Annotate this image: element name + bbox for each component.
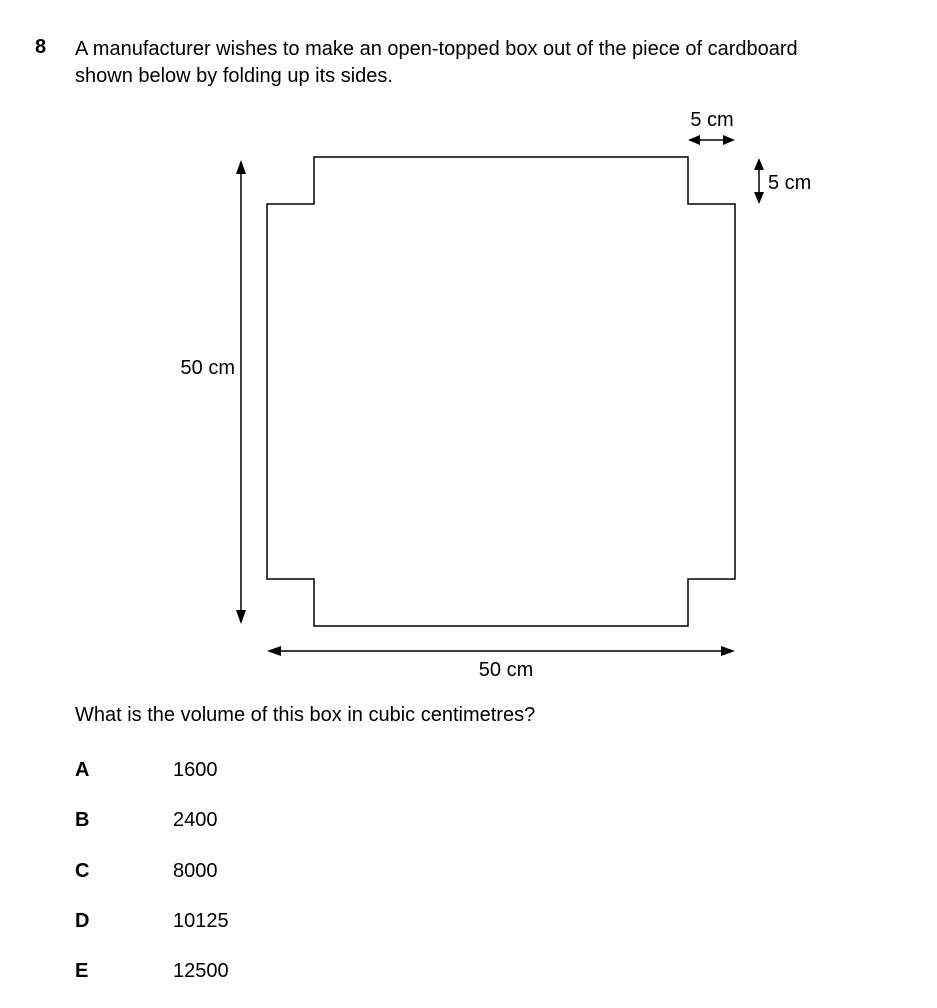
width-label: 50 cm: [478, 659, 534, 681]
width-dimension-arrow: [267, 646, 735, 656]
cut-height-arrow: [754, 158, 764, 204]
question-number: 8: [35, 36, 47, 58]
option-e-value: 12500: [173, 960, 229, 982]
option-d-letter: D: [75, 910, 90, 932]
question-stem-line-2: shown below by folding up its sides.: [75, 65, 393, 87]
option-c-value: 8000: [173, 860, 218, 882]
option-a-value: 1600: [173, 759, 218, 781]
option-d-value: 10125: [173, 910, 229, 932]
option-b-letter: B: [75, 809, 90, 831]
height-label: 50 cm: [180, 357, 235, 379]
option-e-letter: E: [75, 960, 89, 982]
option-c-letter: C: [75, 860, 90, 882]
cardboard-outline: [267, 157, 735, 626]
option-a-letter: A: [75, 759, 90, 781]
cut-width-label: 5 cm: [690, 109, 734, 131]
cut-width-arrow: [688, 135, 735, 145]
cut-height-label: 5 cm: [768, 172, 812, 194]
question-stem-line-1: A manufacturer wishes to make an open-topped box out of the piece of cardboard: [75, 38, 798, 60]
option-b-value: 2400: [173, 809, 218, 831]
height-dimension-arrow: [236, 160, 246, 624]
question-prompt: What is the volume of this box in cubic centimetres?: [75, 704, 536, 726]
